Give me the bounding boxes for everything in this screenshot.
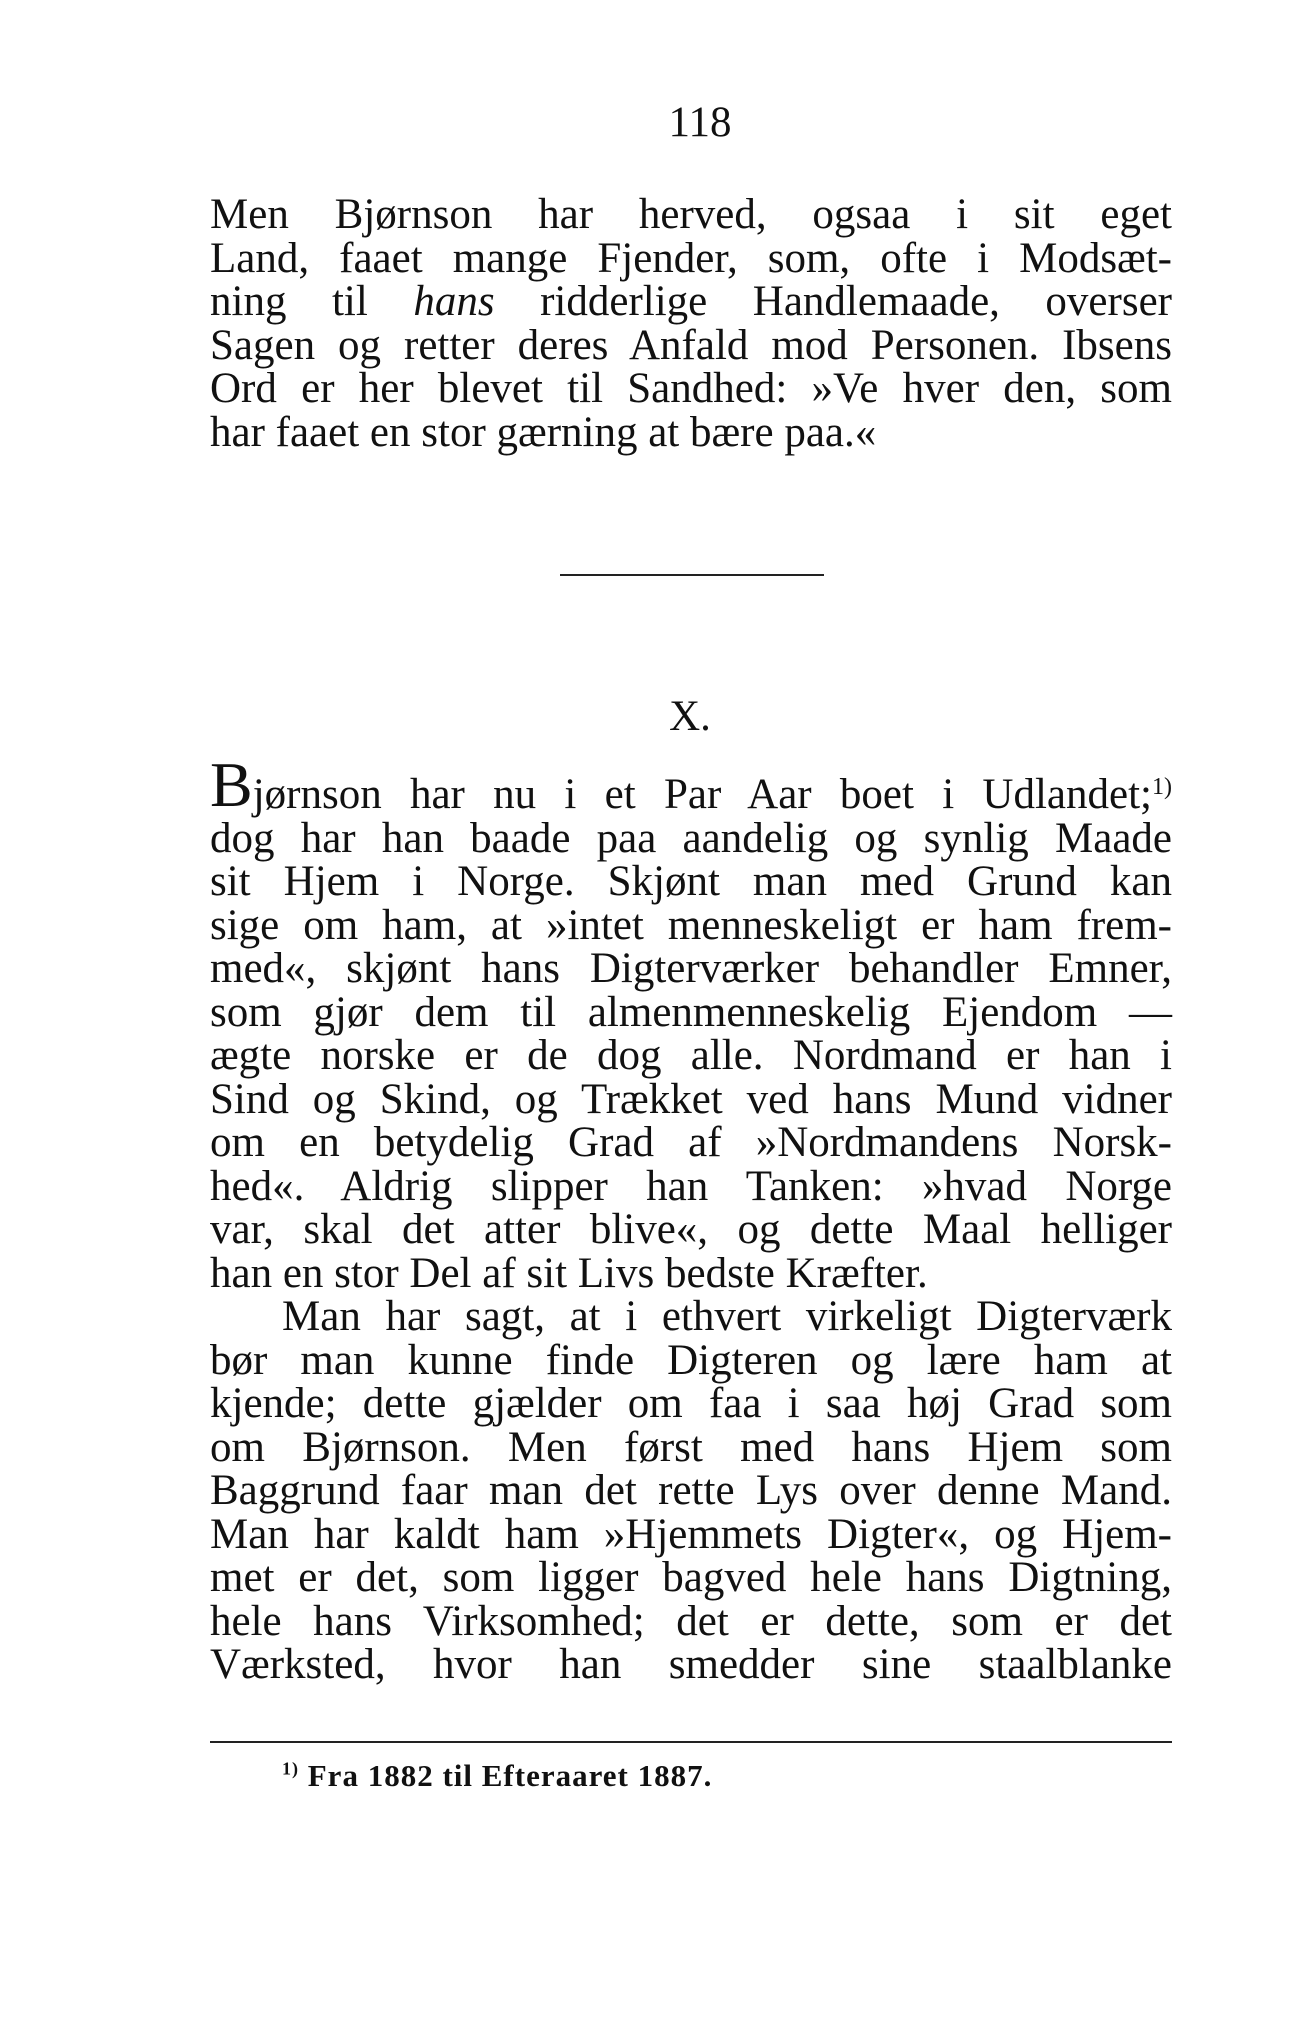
text-line: Man har kaldt ham »Hjemmets Digter«, og Hjem- xyxy=(210,1510,1172,1558)
text-block-main xyxy=(210,749,1172,1688)
text-segment: ridderlige Handlemaade, overser xyxy=(494,278,1172,325)
footnote-text: Fra 1882 til Efteraaret 1887. xyxy=(307,1758,713,1793)
text-line: var, skal det atter blive«, og dette Maal helliger xyxy=(210,1206,1172,1253)
drop-cap: B xyxy=(210,749,253,820)
text-line: Land, faaet mange Fjender, som, ofte i Modsæt- xyxy=(210,234,1172,282)
footnote-marker: 1) xyxy=(282,1758,299,1779)
text-line: sige om ham, at »intet menneskeligt er ham frem- xyxy=(210,901,1172,949)
text-segment: ning til xyxy=(210,278,414,325)
text-line-first xyxy=(210,749,1172,820)
italic-word: hans xyxy=(413,278,495,325)
text-line: med«, skjønt hans Digterværker behandler Emner, xyxy=(210,945,1172,992)
text-line-content: jørnson har nu i et Par Aar boet i Udlandet; xyxy=(252,771,1152,818)
text-line: dog har han baade paa aandelig og synlig Maade xyxy=(210,814,1172,862)
text-line: bør man kunne finde Digteren og lære ham at xyxy=(210,1336,1172,1384)
section-heading: X. xyxy=(669,693,711,740)
paragraph-1 xyxy=(210,749,1172,1297)
text-line: Sagen og retter deres Anfald mod Personen. Ibsens xyxy=(210,321,1172,369)
text-line: kjende; dette gjælder om faa i saa høj Grad som xyxy=(210,1380,1172,1427)
section-divider xyxy=(560,574,824,576)
text-line: Men Bjørnson har herved, ogsaa i sit eget xyxy=(210,191,1172,238)
text-line: om Bjørnson. Men først med hans Hjem som xyxy=(210,1423,1172,1471)
footnote-rule xyxy=(210,1741,1172,1743)
text-line: hele hans Virksomhed; det er dette, som er det xyxy=(210,1597,1172,1645)
text-line: Værksted, hvor han smedder sine staalblanke xyxy=(210,1641,1172,1688)
text-line-italic-mixed xyxy=(210,280,1172,324)
text-line: Baggrund faar man det rette Lys over denne Mand. xyxy=(210,1467,1172,1514)
text-line: hed«. Aldrig slipper han Tanken: »hvad Norge xyxy=(210,1162,1172,1210)
text-line: sit Hjem i Norge. Skjønt man med Grund kan xyxy=(210,858,1172,905)
text-line: met er det, som ligger bagved hele hans Digtning, xyxy=(210,1554,1172,1601)
text-line: om en betydelig Grad af »Nordmandens Norsk- xyxy=(210,1119,1172,1166)
text-line: han en stor Del af sit Livs bedste Kræfter. xyxy=(210,1249,928,1297)
footnote xyxy=(282,1758,712,1794)
text-line: Ord er her blevet til Sandhed: »Ve hver den, som xyxy=(210,365,1172,412)
text-line: ægte norske er de dog alle. Nordmand er han i xyxy=(210,1032,1172,1079)
paragraph-2 xyxy=(210,1295,1172,1687)
text-line: Man har sagt, at i ethvert virkeligt Digterværk xyxy=(282,1293,1172,1340)
page-number: 118 xyxy=(668,99,732,146)
text-line: Sind og Skind, og Trækket ved hans Mund vidner xyxy=(210,1075,1172,1123)
text-block-top xyxy=(210,193,1172,454)
text-line: har faaet en stor gærning at bære paa.« xyxy=(210,408,877,456)
text-line: som gjør dem til almenmenneskelig Ejendom — xyxy=(210,988,1172,1036)
footnote-reference: 1) xyxy=(1152,774,1172,800)
paragraph-top xyxy=(210,193,1172,454)
